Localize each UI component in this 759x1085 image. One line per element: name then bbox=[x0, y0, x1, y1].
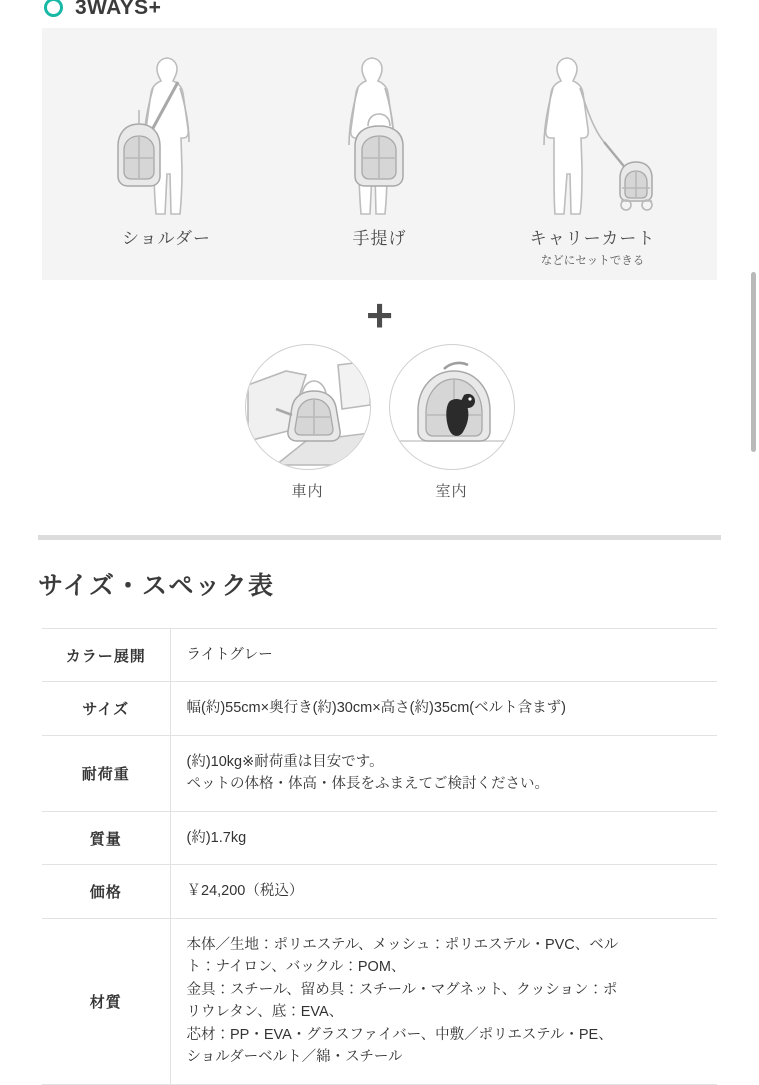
row-header: 質量 bbox=[42, 811, 170, 864]
page-title: サイズ・スペック表 bbox=[38, 572, 275, 600]
ring-icon bbox=[44, 0, 63, 17]
row-value-line: 芯材：PP・EVA・グラスファイバー、中敷／ポリエステル・PE、 bbox=[186, 1026, 613, 1043]
row-header: 材質 bbox=[42, 918, 170, 1084]
plus-icon: + bbox=[366, 289, 393, 341]
row-value-line: 幅(約)55cm×奥行き(約)30cm×高さ(約)35cm(ベルト含まず) bbox=[186, 700, 566, 717]
section-title: 3WAYS+ bbox=[75, 0, 162, 19]
row-value-line: 金具：スチール、留め具：スチール・マグネット、クッション：ポ bbox=[186, 981, 618, 998]
row-header: 耐荷重 bbox=[42, 735, 170, 811]
row-value-line: ペットの体格・体高・体長をふまえてご検討ください。 bbox=[186, 776, 549, 793]
person-hand-carry-icon bbox=[305, 42, 455, 224]
row-header: 価格 bbox=[42, 865, 170, 918]
car-interior-icon bbox=[245, 344, 371, 470]
extra-usage-item bbox=[243, 344, 373, 501]
room-interior-icon bbox=[389, 344, 515, 470]
section-header bbox=[0, 0, 759, 18]
person-shoulder-carry-icon bbox=[92, 42, 242, 224]
usage-label bbox=[305, 224, 455, 268]
row-value-line: (約)1.7kg bbox=[186, 829, 247, 846]
row-value-line: ト：ナイロン、バックル：POM、 bbox=[186, 959, 406, 976]
table-row bbox=[42, 629, 717, 682]
usage-label-sub: などにセットできる bbox=[540, 255, 645, 267]
table-row bbox=[42, 682, 717, 735]
table-row bbox=[42, 918, 717, 1084]
usage-label-text: キャリーカート bbox=[529, 229, 656, 248]
usage-illustration-panel bbox=[42, 28, 717, 280]
table-row bbox=[42, 735, 717, 811]
row-value bbox=[170, 811, 717, 864]
row-value bbox=[170, 918, 717, 1084]
row-value-line: リウレタン、底：EVA、 bbox=[186, 1004, 344, 1021]
table-row bbox=[42, 865, 717, 918]
row-value-line: (約)10kg※耐荷重は目安です。 bbox=[186, 753, 384, 770]
row-value bbox=[170, 682, 717, 735]
extra-usage-label: 室内 bbox=[435, 483, 468, 500]
row-value bbox=[170, 629, 717, 682]
usage-label-text: ショルダー bbox=[122, 229, 211, 248]
row-value bbox=[170, 735, 717, 811]
usage-label bbox=[518, 224, 668, 268]
row-value-line: ショルダーベルト／綿・スチール bbox=[186, 1049, 403, 1066]
usage-label bbox=[92, 224, 242, 268]
table-row bbox=[42, 811, 717, 864]
page-scrollbar-thumb[interactable] bbox=[751, 272, 756, 452]
spec-table bbox=[42, 628, 717, 1085]
row-value-line: ￥24,200（税込） bbox=[186, 883, 304, 900]
person-cart-carry-icon bbox=[518, 42, 668, 224]
usage-label-text: 手提げ bbox=[352, 229, 407, 248]
row-value bbox=[170, 865, 717, 918]
extra-usage-label: 車内 bbox=[291, 483, 324, 500]
section-divider bbox=[38, 535, 721, 540]
row-header: カラー展開 bbox=[42, 629, 170, 682]
extra-usage-row bbox=[0, 344, 759, 501]
row-value-line: ライトグレー bbox=[186, 647, 273, 663]
usage-labels-row bbox=[42, 224, 717, 268]
row-header: サイズ bbox=[42, 682, 170, 735]
usage-figures-row bbox=[42, 28, 717, 224]
row-value-line: 本体／生地：ポリエステル、メッシュ：ポリエステル・PVC、ベル bbox=[186, 936, 619, 953]
extra-usage-item bbox=[387, 344, 517, 501]
